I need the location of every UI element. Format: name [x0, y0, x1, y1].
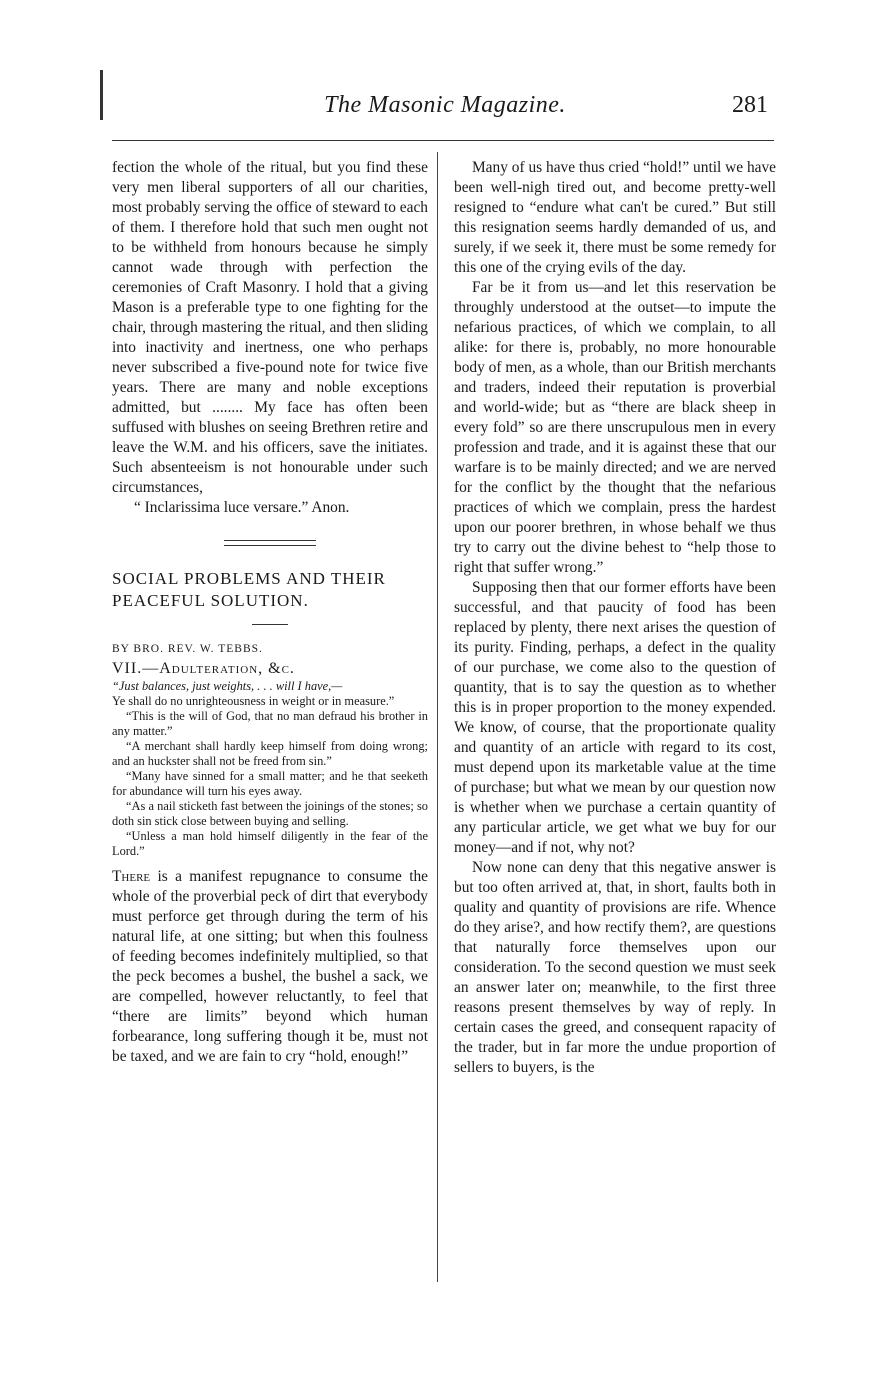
section-title-line-1: SOCIAL PROBLEMS AND THEIR [112, 569, 386, 588]
title-rule [252, 624, 288, 625]
opening-word: There [112, 868, 151, 885]
continued-paragraph: fection the whole of the ritual, but you find these very men liberal supporters of all our charities, most probably serving the office of steward to each of them. I therefore hold that such men ought not to be withheld from honours because he simply cannot wade through with perfection the ceremonies of Craft Masonry. I hold that a giving Mason is a preferable type to one fighting for the chair, through mastering the ritual, and then sliding into inactivity and inertness, one who perhaps never subscribed a five-pound note for twice five years. There are many and noble exceptions admitted, but ........ My face has often been suffused with blushes on seeing Brethren retire and leave the W.M. and his officers, save the initiates. Such absenteeism is not honourable under such circumstances, [112, 159, 428, 496]
section-divider [224, 540, 316, 546]
article-paragraph: Now none can deny that this negative answer is but too often arrived at, that, in short, faults both in quality and quantity of provisions are rife. Whence do they arise?, and how rectify them?, are questions that naturally force themselves upon our consideration. To the second question we must seek an answer later on; meanwhile, to the first three reasons present themselves by way of reply. In certain cases the greed, and consequent rapacity of the trader, but in far more the undue proportion of sellers to buyers, is the [454, 859, 776, 1076]
article-paragraph: Many of us have thus cried “hold!” until we have been well-nigh tired out, and become pretty-well resigned to “endure what can't be cured.” But still this resignation seems hardly demanded of us, and surely, if we seek it, there must be some remedy for this one of the crying evils of the day. [454, 159, 776, 276]
header-rule [112, 140, 774, 141]
epigraph-text: Ye shall do no unrighteousness in weight or in measure.” [112, 694, 395, 708]
chapter-heading: VII.—Adulteration, &c. [112, 660, 295, 677]
right-column [454, 158, 776, 1078]
epigraph: “As a nail sticketh fast between the joinings of the stones; so doth sin stick close between buying and selling. [112, 799, 428, 828]
article-paragraph: Far be it from us—and let this reservation be throughly understood at the outset—to impute the nefarious practices, of which we complain, to all alike: for there is, probably, no more honourable body of men, as a whole, than our British merchants and traders, indeed their reputation is proverbial and world-wide; but as “there are black sheep in every fold” so are there unscrupulous men in every profession and trade, and it is against these that our warfare is to be mainly directed; and we are nerved for the conflict by the thought that the nefarious practices of which we complain, press the hardest upon our poorer brethren, in whose behalf we thus try to carry out the divine behest to “help those to right that suffer wrong.” [454, 279, 776, 576]
epigraph: “This is the will of God, that no man defraud his brother in any matter.” [112, 709, 428, 738]
epigraph-italic: “Just balances, just weights, . . . will I have,— [112, 679, 343, 693]
epigraph: “Many have sinned for a small matter; and he that seeketh for abundance will turn his eyes away. [112, 769, 428, 798]
left-column [112, 158, 428, 1067]
epigraph: “Unless a man hold himself diligently in the fear of the Lord.” [112, 829, 428, 858]
signoff: “ Inclarissima luce versare.” Anon. [134, 499, 350, 516]
page-header [0, 0, 890, 150]
epigraph: “A merchant shall hardly keep himself from doing wrong; and an huckster shall not be freed from sin.” [112, 739, 428, 768]
article-text: is a manifest repugnance to consume the whole of the proverbial peck of dirt that everybody must perforce get through during the term of his natural life, at one sitting; but when this foulness of feeding becomes indefinitely multiplied, so that the peck becomes a bushel, the bushel a sack, we are compelled, however reluctantly, to feel that “there are limits” beyond which human forbearance, long suffering though it be, must not be taxed, and we are fain to cry “hold, enough!” [112, 868, 428, 1065]
article-paragraph: Supposing then that our former efforts have been successful, and that paucity of food has been replaced by plenty, there next arises the question of its purity. Finding, perhaps, a defect in the quality of our purchase, we come also to the question of quantity, that is to say the question as to whether this is in proper proportion to the money expended. We know, of course, that the proportionate quality and quantity of an article with regard to its cost, must depend upon its marketable value at the time of purchase; but what we mean by our question now is whether when we purchase a certain quantity of any particular article, we get what we buy for our money—and if not, why not? [454, 579, 776, 856]
page-number: 281 [732, 92, 768, 118]
article-paragraph [112, 867, 428, 1067]
epigraph [112, 679, 428, 709]
running-title: The Masonic Magazine. [324, 92, 566, 118]
byline: BY BRO. REV. W. TEBBS. [112, 643, 263, 655]
section-title-line-2: PEACEFUL SOLUTION. [112, 591, 309, 610]
column-divider [437, 152, 438, 1282]
